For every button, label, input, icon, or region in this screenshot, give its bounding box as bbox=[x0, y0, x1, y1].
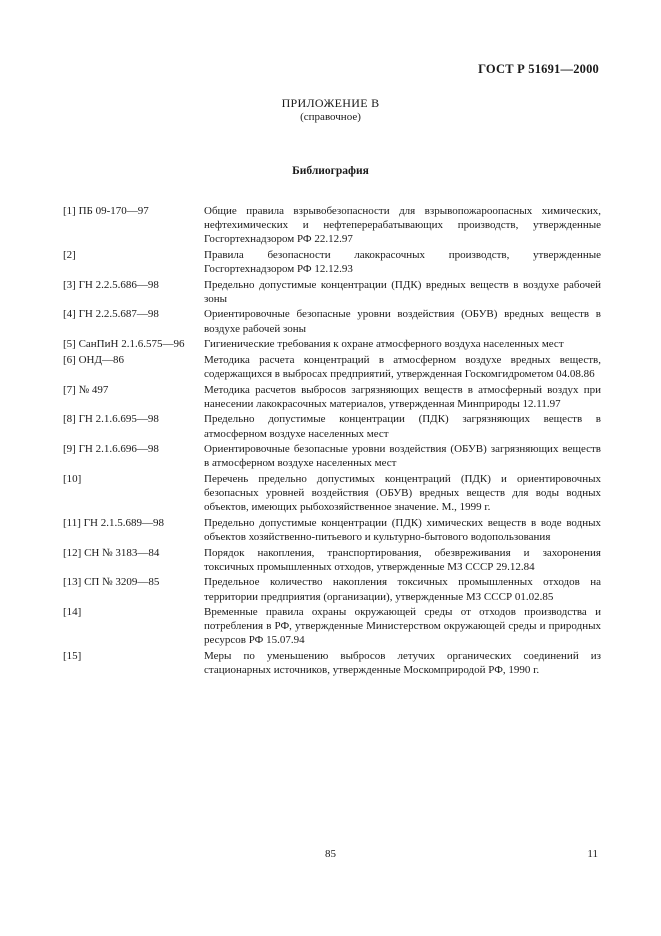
standard-number: ГОСТ Р 51691—2000 bbox=[478, 62, 599, 76]
reference-code: [5] СанПиН 2.1.6.575—96 bbox=[63, 338, 185, 351]
reference-text: Ориентировочные безопасные уровни воздействия (ОБУВ) вредных веществ в воздухе рабочей зоны bbox=[204, 308, 601, 335]
reference-code: [10] bbox=[63, 473, 82, 486]
bibliography-title: Библиография bbox=[292, 165, 369, 177]
reference-text: Порядок накопления, транспортирования, обезвреживания и захоронения токсичных промышленных отходов, утвержденные МЗ СССР 29.12.84 bbox=[204, 546, 601, 573]
reference-text: Гигиенические требования к охране атмосферного воздуха населенных мест bbox=[204, 338, 564, 351]
reference-item bbox=[63, 412, 601, 440]
appendix-heading bbox=[0, 96, 661, 124]
reference-code: [12] СН № 3183—84 bbox=[63, 546, 160, 559]
reference-item bbox=[63, 605, 601, 647]
reference-text: Ориентировочные безопасные уровни воздействия (ОБУВ) загрязняющих веществ в атмосферном воздухе населенных мест bbox=[204, 443, 601, 470]
reference-code: [11] ГН 2.1.5.689—98 bbox=[63, 516, 164, 529]
reference-item bbox=[63, 472, 601, 514]
reference-item bbox=[63, 516, 601, 544]
reference-item bbox=[63, 248, 601, 276]
reference-item bbox=[63, 204, 601, 246]
reference-text: Предельно допустимые концентрации (ПДК) загрязняющих веществ в атмосферном воздухе населенных мест bbox=[204, 413, 601, 440]
appendix-note: (справочное) bbox=[300, 111, 361, 123]
reference-item bbox=[63, 307, 601, 335]
reference-item bbox=[63, 278, 601, 306]
page-number-center: 85 bbox=[325, 848, 336, 860]
reference-item bbox=[63, 442, 601, 470]
reference-list bbox=[63, 204, 601, 679]
reference-text: Предельное количество накопления токсичных промышленных отходов на территории предприятия (организации), утвержденные МЗ СССР 01.02.85 bbox=[204, 576, 601, 603]
reference-item bbox=[63, 337, 601, 351]
reference-code: [8] ГН 2.1.6.695—98 bbox=[63, 413, 159, 426]
reference-code: [14] bbox=[63, 606, 82, 619]
reference-text: Перечень предельно допустимых концентраций (ПДК) и ориентировочных безопасных уровней воздействия (ОБУВ) вредных веществ для воды водных объектов, имеющих рыбохозяйственное значение. М., 1999 г. bbox=[204, 473, 601, 514]
reference-text: Правила безопасности лакокрасочных производств, утвержденные Госгортехнадзором РФ 12.12.93 bbox=[204, 248, 601, 275]
reference-text: Предельно допустимые концентрации (ПДК) вредных веществ в воздухе рабочей зоны bbox=[204, 278, 601, 305]
reference-code: [4] ГН 2.2.5.687—98 bbox=[63, 308, 159, 321]
reference-code: [3] ГН 2.2.5.686—98 bbox=[63, 278, 159, 291]
reference-item bbox=[63, 575, 601, 603]
reference-code: [1] ПБ 09-170—97 bbox=[63, 205, 149, 217]
page-number-right: 11 bbox=[587, 848, 598, 860]
reference-text: Временные правила охраны окружающей среды от отходов производства и потребления в РФ, утвержденные Министерством окружающей среды и природных ресурсов РФ 15.07.94 bbox=[204, 606, 601, 647]
reference-code: [7] № 497 bbox=[63, 383, 109, 396]
reference-text: Общие правила взрывобезопасности для взрывопожароопасных химических, нефтехимических и нефтеперерабатывающих производств, утвержденные Госгортехнадзором РФ 22.12.97 bbox=[204, 205, 601, 246]
reference-item bbox=[63, 383, 601, 411]
reference-text: Предельно допустимые концентрации (ПДК) химических веществ в воде водных объектов хозяйственно-питьевого и культурно-бытового водопользования bbox=[204, 516, 601, 543]
reference-code: [2] bbox=[63, 248, 76, 261]
reference-text: Методика расчетов выбросов загрязняющих веществ в атмосферный воздух при нанесении лакокрасочных материалов, утвержденная Минприроды 12.11.97 bbox=[204, 383, 601, 410]
reference-text: Методика расчета концентраций в атмосферном воздухе вредных веществ, содержащихся в выбросах предприятий, утвержденная Госкомгидрометом 04.08.86 bbox=[204, 353, 601, 380]
reference-code: [9] ГН 2.1.6.696—98 bbox=[63, 443, 159, 456]
reference-item bbox=[63, 649, 601, 677]
reference-code: [6] ОНД—86 bbox=[63, 353, 124, 366]
appendix-title: ПРИЛОЖЕНИЕ В bbox=[281, 96, 380, 110]
reference-item bbox=[63, 353, 601, 381]
reference-text: Меры по уменьшению выбросов летучих органических соединений из стационарных источников, утвержденные Москомприродой РФ, 1990 г. bbox=[204, 650, 601, 677]
reference-code: [15] bbox=[63, 650, 82, 663]
reference-code: [13] СП № 3209—85 bbox=[63, 576, 160, 589]
reference-item bbox=[63, 546, 601, 574]
